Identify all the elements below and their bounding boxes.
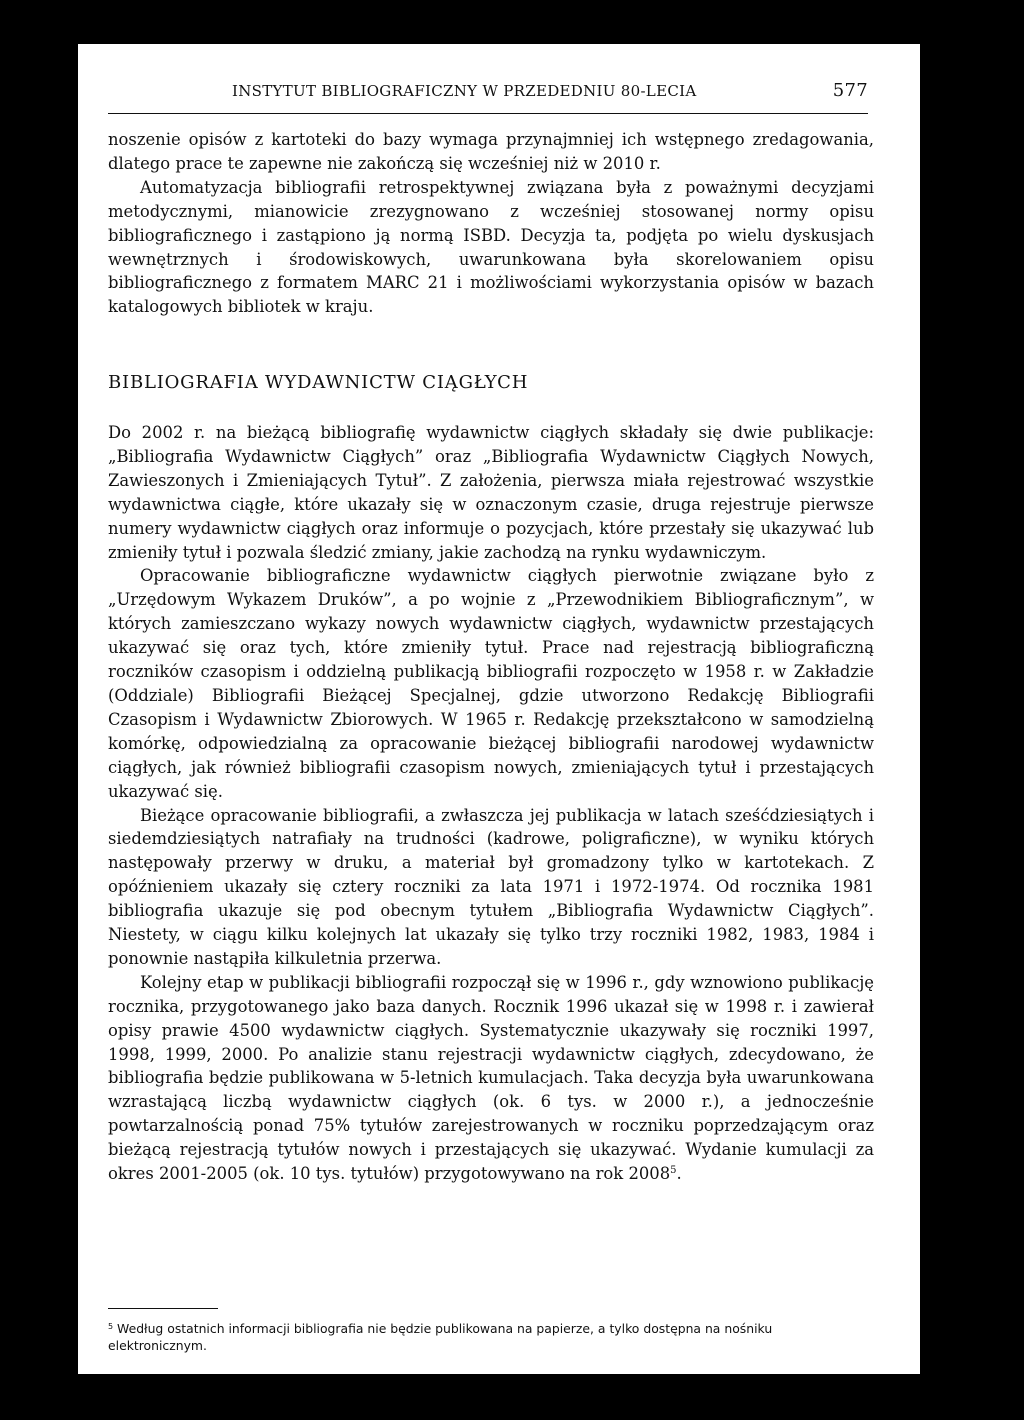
section-paragraph-4	[108, 971, 874, 1186]
automation-paragraph: Automatyzacja bibliografii retrospektywnej związana była z poważnymi decyzjami metodycznymi, mianowicie zrezygnowano z wcześniej stosowanej normy opisu bibliograficznego i zastąpiono ją normą ISBD. Decyzja ta, podjęta po wielu dyskusjach wewnętrznych i środowiskowych, uwarunkowana była skorelowaniem opisu bibliograficznego z formatem MARC 21 i możliwościami wykorzystania opisów w bazach katalogowych bibliotek w kraju.	[108, 177, 874, 317]
section-paragraph-4-text: Kolejny etap w publikacji bibliografii rozpoczął się w 1996 r., gdy wznowiono publikację rocznika, przygotowanego jako baza danych. Rocznik 1996 ukazał się w 1998 r. i zawierał opisy prawie 4500 wydawnictw ciągłych. Systematycznie ukazywały się roczniki 1997, 1998, 1999, 2000. Po analizie stanu rejestracji wydawnictw ciągłych, zdecydowano, że bibliografia będzie publikowana w 5-letnich kumulacjach. Taka decyzja była uwarunkowana wzrastającą liczbą wydawnictw ciągłych (ok. 6 tys. w 2000 r.), a jednocześnie powtarzalnością ponad 75% tytułów zarejestrowanych w roczniku poprzedzającym oraz bieżącą rejestracją tytułów nowych i przestających się ukazywać. Wydanie kumulacji za okres 2001-2005 (ok. 10 tys. tytułów) przygotowywano na rok 2008	[108, 972, 874, 1184]
document-page	[78, 44, 920, 1374]
footnote	[108, 1320, 874, 1354]
section-paragraph-2: Opracowanie bibliograficzne wydawnictw ciągłych pierwotnie związane było z „Urzędowym Wykazem Druków”, a po wojnie z „Przewodnikiem Bibliograficznym”, w których zamieszczano wykazy nowych wydawnictw ciągłych, wydawnictw przestających ukazywać się oraz tych, które zmieniły tytuł. Prace nad rejestracją bibliograficzną roczników czasopism i oddzielną publikacją bibliografii rozpoczęto w 1958 r. w Zakładzie (Oddziale) Bibliografii Bieżącej Specjalnej, gdzie utworzono Redakcję Bibliografii Czasopism i Wydawnictw Zbiorowych. W 1965 r. Redakcję przekształcono w samodzielną komórkę, odpowiedzialną za opracowanie bieżącej bibliografii narodowej wydawnictw ciągłych, jak również bibliografii czasopism nowych, zmieniających tytuł i przestających ukazywać się.	[108, 566, 874, 801]
section-paragraph-3: Bieżące opracowanie bibliografii, a zwłaszcza jej publikacja w latach sześćdziesiątych i siedemdziesiątych natrafiały na trudności (kadrowe, poligraficzne), w wyniku których następowały przerwy w druku, a materiał był gromadzony tylko w kartotekach. Z opóźnieniem ukazały się cztery roczniki za lata 1971 i 1972-1974. Od rocznika 1981 bibliografia ukazuje się pod obecnym tytułem „Bibliografia Wydawnictw Ciągłych”. Niestety, w ciągu kilku kolejnych lat ukazały się tylko trzy roczniki 1982, 1983, 1984 i ponownie nastąpiła kilkuletnia przerwa.	[108, 805, 874, 968]
footnote-reference: 5	[670, 1165, 677, 1177]
intro-paragraph: noszenie opisów z kartoteki do bazy wymaga przynajmniej ich wstępnego zredagowania, dlatego prace te zapewne nie zakończą się wcześniej niż w 2010 r.	[108, 130, 874, 173]
section-text	[108, 421, 874, 1186]
footnote-marker: 5	[108, 1322, 114, 1331]
running-title: INSTYTUT BIBLIOGRAFICZNY W PRZEDEDNIU 80-LECIA	[232, 82, 697, 100]
section-heading: BIBLIOGRAFIA WYDAWNICTW CIĄGŁYCH	[108, 372, 529, 393]
section-paragraph-1: Do 2002 r. na bieżącą bibliografię wydawnictw ciągłych składały się dwie publikacje: „Bibliografia Wydawnictw Ciągłych” oraz „Bibliografia Wydawnictw Ciągłych Nowych, Zawieszonych i Zmieniających Tytuł”. Z założenia, pierwsza miała rejestrować wszystkie wydawnictwa ciągłe, które ukazały się w oznaczonym czasie, druga rejestruje pierwsze numery wydawnictw ciągłych oraz informuje o pozycjach, które przestały się ukazywać lub zmieniły tytuł i pozwala śledzić zmiany, jakie zachodzą na rynku wydawniczym.	[108, 423, 874, 562]
header-rule	[108, 113, 868, 114]
running-head	[108, 82, 868, 106]
footnote-text: Według ostatnich informacji bibliografia nie będzie publikowana na papierze, a tylko dostępna na nośniku elektronicznym.	[108, 1321, 773, 1353]
body-text	[108, 128, 874, 319]
section-paragraph-4-end: .	[676, 1164, 682, 1184]
page-number: 577	[832, 80, 868, 101]
footnote-rule	[108, 1308, 218, 1309]
